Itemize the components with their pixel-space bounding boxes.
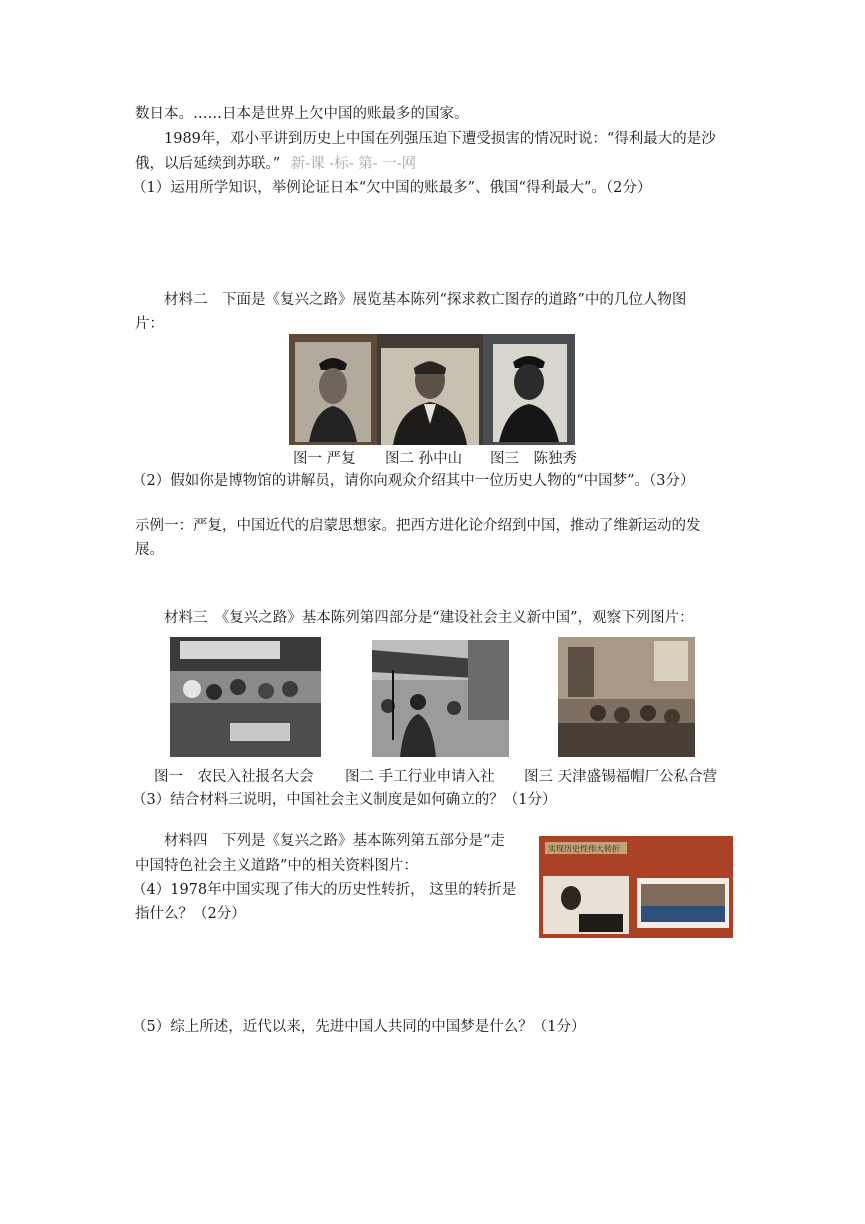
question-1: （1）运用所学知识，举例论证日本“欠中国的账最多”、俄国“得利最大”。（2分） (132, 180, 652, 196)
example-answer: 示例一：严复，中国近代的启蒙思想家。把西方进化论介绍到中国，推动了维新运动的发 (135, 518, 701, 534)
portrait-chen-duxiu (483, 334, 575, 445)
question-3: （3）结合材料三说明，中国社会主义制度是如何确立的？（1分） (132, 792, 557, 808)
text-line: 数日本。……日本是世界上欠中国的账最多的国家。 (135, 106, 469, 122)
example-answer-cont: 展。 (135, 542, 164, 558)
figure-caption: 图一 农民入社报名大会 (154, 769, 314, 785)
question-2: （2）假如你是博物馆的讲解员，请你向观众介绍其中一位历史人物的“中国梦”。（3分） (132, 473, 695, 489)
material-3-intro: 材料三 《复兴之路》基本陈列第四部分是“建设社会主义新中国”，观察下列图片： (164, 610, 694, 626)
watermark-text: 新-课 -标- 第- 一-网 (290, 156, 417, 172)
material-4-intro: 材料四 下列是《复兴之路》基本陈列第五部分是“走 (164, 833, 505, 849)
photo-exhibit-historic-turn (539, 836, 733, 938)
portrait-yan-fu (289, 334, 377, 445)
material-2-intro: 材料二 下面是《复兴之路》展览基本陈列“探求救亡图存的道路”中的几位人物图 (164, 292, 687, 308)
photo-farmers-registration (170, 637, 321, 757)
figure-caption: 图三 陈独秀 (490, 451, 577, 467)
text-line: 1989年，邓小平讲到历史上中国在列强压迫下遭受损害的情况时说：“得利最大的是沙 (164, 131, 716, 147)
text-line (135, 154, 416, 174)
question-4-cont: 指什么？（2分） (135, 906, 246, 922)
question-4: （4）1978年中国实现了伟大的历史性转折， 这里的转折是 (132, 882, 517, 898)
photo-handicraft-cooperative (372, 640, 509, 757)
material-2-intro-cont: 片： (135, 316, 164, 332)
figure-caption: 图二 孙中山 (385, 451, 463, 467)
photo-tianjin-hat-factory (558, 637, 695, 757)
figure-caption: 图二 手工行业申请入社 (345, 769, 495, 785)
figure-caption: 图一 严复 (293, 451, 356, 467)
exhibit-heading: 实现历史性伟大转折 (548, 844, 620, 854)
text-segment: 俄，以后延续到苏联。” (135, 156, 281, 172)
portrait-sun-yat-sen (377, 334, 483, 445)
material-4-intro-cont: 中国特色社会主义道路”中的相关资料图片： (135, 858, 418, 874)
figure-caption: 图三 天津盛锡福帽厂公私合营 (524, 769, 718, 785)
question-5: （5）综上所述，近代以来，先进中国人共同的中国梦是什么？（1分） (132, 1019, 586, 1035)
